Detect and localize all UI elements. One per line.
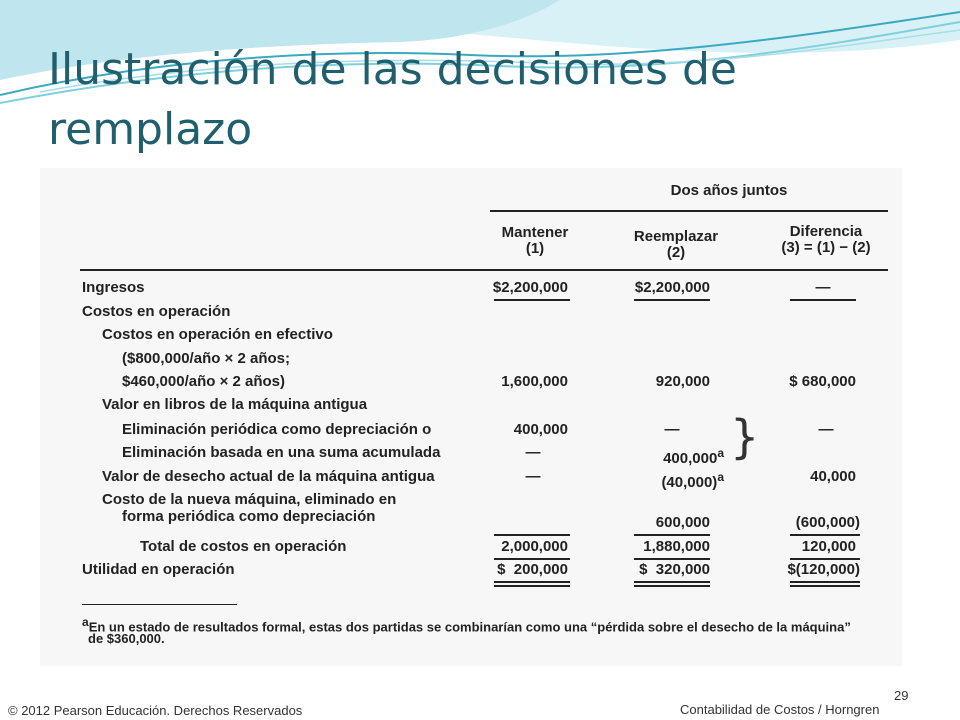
cell-ingresos-c2: $2,200,000 bbox=[634, 279, 710, 296]
slide-title: Ilustración de las decisiones de remplazo bbox=[48, 44, 737, 155]
utilidad-double-rule-c1-b bbox=[494, 585, 570, 587]
cell-total-costos-c1: 2,000,000 bbox=[501, 538, 568, 555]
utilidad-double-rule-c3-a bbox=[790, 581, 860, 583]
subtotal-rule-c2 bbox=[634, 534, 710, 536]
cell-nueva-maquina-c3: (600,000) bbox=[795, 514, 860, 531]
subtotal-rule-c3 bbox=[790, 534, 860, 536]
row-label-ingresos: Ingresos bbox=[82, 279, 145, 296]
col2-num: (2) bbox=[666, 244, 686, 261]
cell-valor-desecho-c3: 40,000 bbox=[810, 468, 856, 485]
page-number: 29 bbox=[894, 688, 909, 703]
col2-header: Reemplazar bbox=[633, 228, 719, 245]
total-rule-c2 bbox=[634, 558, 710, 560]
cell-ingresos-c1: $2,200,000 bbox=[492, 279, 568, 296]
cell-efectivo-c1: 1,600,000 bbox=[501, 373, 568, 390]
decision-table bbox=[40, 168, 902, 666]
col1-num: (1) bbox=[525, 240, 545, 257]
col3-header: Diferencia bbox=[789, 223, 863, 240]
ingresos-underline-c2 bbox=[634, 299, 710, 301]
cell-utilidad-c1: $ 200,000 bbox=[497, 561, 568, 578]
row-label-total-costos: Total de costos en operación bbox=[140, 538, 347, 555]
row-label-utilidad: Utilidad en operación bbox=[82, 561, 235, 578]
cell-nueva-maquina-c2: 600,000 bbox=[655, 514, 710, 531]
cell-total-costos-c2: 1,880,000 bbox=[643, 538, 710, 555]
cell-elim-suma-c1: — bbox=[525, 444, 541, 461]
cell-efectivo-c2: 920,000 bbox=[655, 373, 710, 390]
group-header-rule bbox=[490, 210, 888, 212]
row-label-nueva-maquina-1: Costo de la nueva máquina, eliminado en bbox=[102, 491, 397, 508]
ingresos-underline-c3 bbox=[790, 299, 856, 301]
footnote-mark: a bbox=[82, 615, 89, 629]
footer-course: Contabilidad de Costos / Horngren bbox=[680, 702, 880, 717]
cell-total-costos-c3: 120,000 bbox=[801, 538, 856, 555]
footer-copyright: © 2012 Pearson Educación. Derechos Reservados bbox=[8, 703, 303, 718]
footnote-rule bbox=[82, 604, 237, 605]
cell-utilidad-c3: $(120,000) bbox=[787, 561, 860, 578]
ingresos-underline-c1 bbox=[494, 299, 570, 301]
utilidad-double-rule-c2-b bbox=[634, 585, 710, 587]
cell-elim-suma-c2: 400,000$^a$ bbox=[663, 446, 724, 467]
subtotal-rule-c1 bbox=[494, 534, 570, 536]
row-label-nueva-maquina-2: forma periódica como depreciación bbox=[122, 508, 376, 525]
cell-ingresos-c3: — bbox=[815, 279, 831, 296]
col3-formula: (3) = (1) − (2) bbox=[781, 239, 871, 256]
row-label-valor-libros: Valor en libros de la máquina antigua bbox=[102, 396, 368, 413]
row-label-elim-suma: Eliminación basada en una suma acumulada bbox=[122, 444, 441, 461]
row-label-costos-operacion: Costos en operación bbox=[82, 303, 231, 320]
footnote bbox=[82, 614, 851, 635]
col1-header: Mantener bbox=[501, 224, 569, 241]
row-label-efectivo-1: ($800,000/año × 2 años; bbox=[122, 350, 291, 367]
cell-valor-desecho-c2: $(40,000)^a$ bbox=[661, 470, 724, 491]
header-rule bbox=[80, 269, 888, 271]
cell-elim-periodica-c3: — bbox=[818, 421, 834, 438]
utilidad-double-rule-c3-b bbox=[790, 585, 860, 587]
footnote-line2: de $360,000. bbox=[88, 631, 165, 646]
cell-valor-desecho-c1: — bbox=[525, 468, 541, 485]
footnote-ref-a: a bbox=[717, 470, 724, 484]
total-rule-c3 bbox=[790, 558, 860, 560]
utilidad-double-rule-c1-a bbox=[494, 581, 570, 583]
cell-utilidad-c2: $ 320,000 bbox=[639, 561, 710, 578]
cell-efectivo-c3: $ 680,000 bbox=[789, 373, 856, 390]
row-label-efectivo: Costos en operación en efectivo bbox=[102, 326, 333, 343]
cell-elim-periodica-c2: — bbox=[664, 421, 680, 438]
combine-brace: } bbox=[730, 410, 760, 464]
footnote-line1: En un estado de resultados formal, estas dos partidas se combinarían como una “pérdida sobre el desecho de la máquina” bbox=[88, 619, 851, 635]
footnote-ref-a: a bbox=[717, 446, 724, 460]
row-label-elim-periodica: Eliminación periódica como depreciación o bbox=[122, 421, 432, 438]
utilidad-double-rule-c2-a bbox=[634, 581, 710, 583]
total-rule-c1 bbox=[494, 558, 570, 560]
group-header: Dos años juntos bbox=[670, 182, 788, 199]
cell-elim-periodica-c1: 400,000 bbox=[513, 421, 568, 438]
row-label-valor-desecho: Valor de desecho actual de la máquina antigua bbox=[102, 468, 435, 485]
row-label-efectivo-2: $460,000/año × 2 años) bbox=[122, 373, 286, 390]
